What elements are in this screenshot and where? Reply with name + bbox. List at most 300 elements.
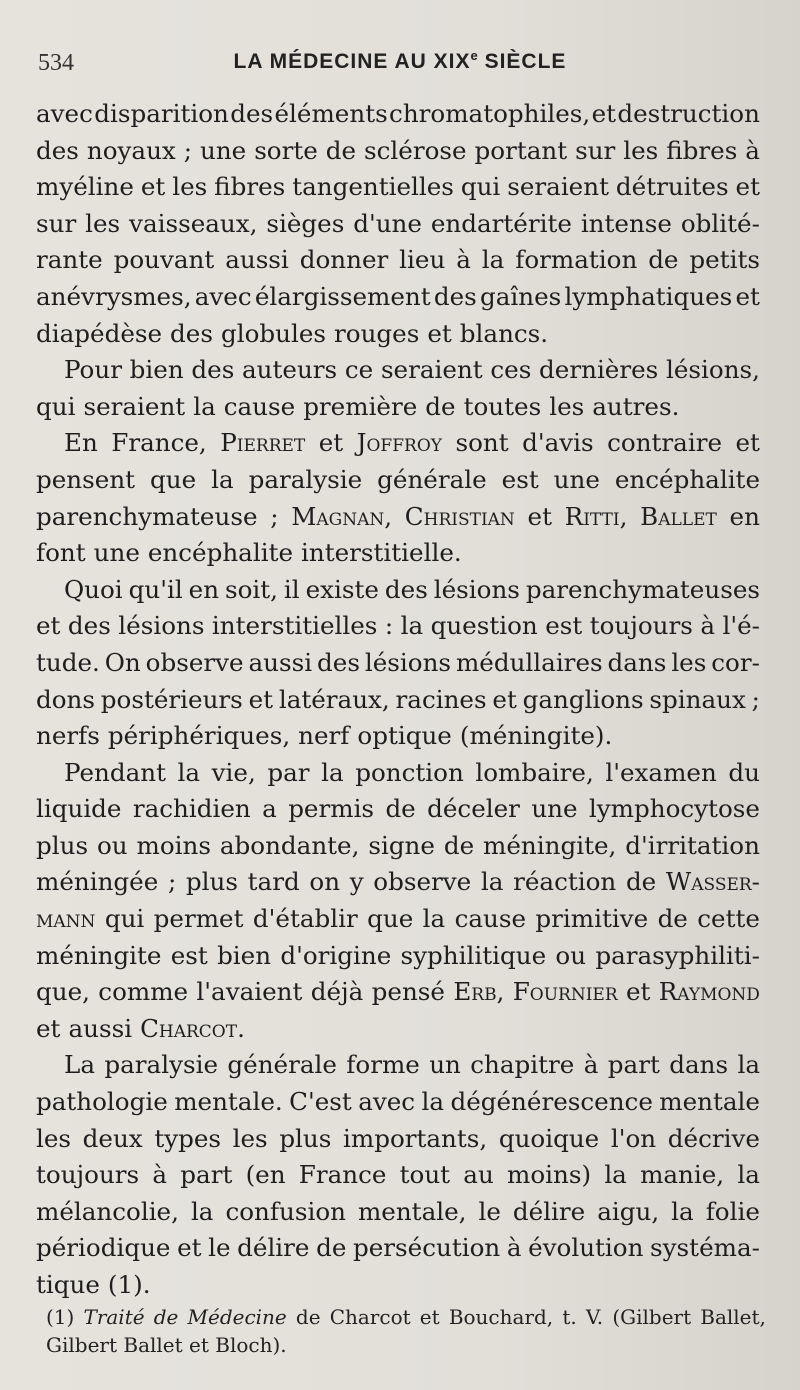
word: sclérose [364,135,467,165]
word: importants, [343,1123,488,1153]
word: générale [377,464,487,494]
word: tude. [36,647,100,677]
word: forme [346,1050,420,1080]
word: ; [270,501,279,531]
word: éléments [274,99,388,128]
word: une [93,538,140,568]
word: à [152,1160,168,1190]
word: est [501,464,539,494]
text-line [36,316,760,353]
word: la [321,757,344,787]
word: Magnan, [291,501,393,531]
word: avec [194,281,252,311]
word: l'on [610,1123,657,1153]
text-line [36,389,760,426]
word: des [36,135,79,165]
word: optique [357,721,452,751]
word: y [349,867,364,897]
word: Charcot. [140,1013,245,1043]
word: la [190,1196,214,1226]
word: méningite [36,940,162,970]
page-number: 534 [38,50,74,76]
word: de [657,904,688,934]
word: (méningite). [459,721,613,751]
text-line [36,1230,760,1267]
word: et [735,281,760,311]
word: et [625,977,651,1007]
word: Erb, [453,977,505,1007]
word: tout [399,1160,451,1190]
word: ; [751,684,760,714]
text-line [36,791,760,828]
word: d'origine [280,940,392,970]
word: cause [223,391,296,421]
word: qu'il [128,574,183,604]
running-head [0,48,800,74]
word: aigu, [597,1196,660,1226]
word: ces [490,355,532,385]
word: à [456,245,471,275]
word: des [170,318,213,348]
word: de [385,794,416,824]
word: ou [96,830,128,860]
word: et [140,172,166,202]
word: et [36,611,61,641]
word: endartérite [430,208,572,238]
word: la [737,1050,760,1080]
word: des [67,611,111,641]
word: fibres [666,135,738,165]
text-line [36,828,760,865]
word: sièges [266,208,345,238]
word: Quoi [64,574,123,604]
word: Pour [64,355,122,385]
text-line [36,755,760,792]
word: mann [36,904,96,934]
word: Gilbert [46,1333,124,1357]
word: portant [474,135,568,165]
text-line [36,718,760,755]
word: encéphalite [614,464,760,494]
word: déceler [427,794,520,824]
word: l'avaient [196,977,303,1007]
word: (en [245,1160,286,1190]
word: les [172,172,208,202]
word: Ballet [123,1333,190,1357]
word: de [316,1233,347,1263]
word: mentale. [174,1087,283,1117]
word: deux [82,1123,143,1153]
word: un [429,1050,461,1080]
word: mentale [659,1087,760,1117]
word: et [591,99,617,128]
word: toujours [36,1160,140,1190]
word: périphériques, [107,721,291,751]
word: délire [512,1196,586,1226]
word: syphilitique [400,940,547,970]
word: d'avis [522,428,594,458]
word: et [492,684,517,714]
running-head-superscript: e [470,48,478,63]
word: qui [104,904,145,934]
word: détruites [615,172,729,202]
word: est [170,940,208,970]
text-line [36,499,760,536]
word: que [367,904,414,934]
word: plus [185,867,238,897]
word: manie, [640,1160,725,1190]
word: aussi [225,245,289,275]
word: autres. [592,391,680,421]
word: part [607,1050,660,1080]
word: il [283,574,300,604]
word: des [384,574,428,604]
word: Raymond [658,977,760,1007]
word: toujours [589,611,693,641]
text-line [36,1011,760,1048]
word: une [200,135,247,165]
word: et [248,684,274,714]
word: comme [98,977,189,1007]
word: et [318,428,344,458]
word: cette [697,904,760,934]
word: évolution [528,1233,644,1263]
word: vaisseaux, [129,208,258,238]
word: délire [237,1233,310,1263]
word: font [36,538,86,568]
text-line [36,901,760,938]
text-line [36,938,760,975]
text-line [36,1194,760,1231]
word: liquide [36,794,122,824]
word: blancs. [459,318,549,348]
word: les [623,135,659,165]
word: (1). [107,1270,151,1299]
word: et [177,1233,202,1263]
word: d'irritation [625,830,760,860]
word: avec [36,99,93,128]
word: globules [220,318,327,348]
word: Charcot [329,1305,411,1329]
word: paralysie [248,464,363,494]
word: parenchymateuses [525,574,760,604]
word: au [463,1160,494,1190]
word: oblité- [680,208,760,238]
word: nerf [298,721,350,751]
word: une [553,464,600,494]
word: formation [515,245,638,275]
word: France, [111,428,207,458]
word: la [421,1087,445,1117]
word: et [189,1333,216,1357]
word: bien [217,940,272,970]
word: qui [36,391,76,421]
word: existe [305,574,379,604]
word: et [427,318,452,348]
word: lombaire, [475,757,594,787]
word: avec [358,1087,416,1117]
word: de [443,830,475,860]
word: encéphalite [147,538,294,568]
word: ou [555,940,587,970]
text-line [36,133,760,170]
word: périodique [36,1233,171,1263]
text-line [36,352,760,389]
word: pensent [36,464,136,494]
word: du [728,757,760,787]
word: types [154,1123,222,1153]
word: permet [153,904,244,934]
word: la [604,1160,627,1190]
word: question [430,611,538,641]
word: nerfs [36,721,100,751]
word: la [177,757,201,787]
word: part [180,1160,233,1190]
word: que, [36,977,90,1007]
text-line [36,645,760,682]
word: Médecine [187,1305,287,1329]
running-head-main: LA MÉDECINE AU XIX [233,50,471,73]
word: seraient [83,391,186,421]
word: gaînes [479,281,562,311]
word: des [433,281,477,311]
word: pathologie [36,1087,168,1117]
word: moins) [507,1160,592,1190]
word: lésions, [666,355,760,385]
word: Traité [83,1305,145,1329]
word: spinaux [649,684,746,714]
word: systéma- [650,1233,760,1263]
word: première [303,391,418,421]
word: l'examen [605,757,717,787]
word: d'une [353,208,422,238]
word: sur [575,135,616,165]
word: la [671,1196,694,1226]
running-head-end: SIÈCLE [477,50,567,73]
word: Pierret [220,428,306,458]
word: diapédèse [36,318,163,348]
text-line [36,96,760,133]
word: sur [36,208,77,238]
word: tique [36,1270,100,1299]
word: la [422,904,446,934]
word: ; [183,135,193,165]
word: que [150,464,197,494]
word: Joffroy [356,428,442,458]
word: On [104,647,141,677]
word: et [527,501,552,531]
word: France [298,1160,387,1190]
word: bien [129,355,184,385]
word: postérieurs [100,684,243,714]
word: les [36,1123,72,1153]
text-line [36,242,760,279]
word: chromatophiles, [389,99,591,128]
word: dans [669,1050,729,1080]
word: interstitielles [211,611,378,641]
word: des [317,647,360,677]
word: V. [585,1305,604,1329]
word: anévrysmes, [36,281,192,311]
word: dernières [539,355,659,385]
word: lymphocytose [588,794,760,824]
word: et [419,1305,440,1329]
word: les [85,208,121,238]
footnote-line [46,1303,766,1331]
page-header [0,44,800,84]
word: lésions [118,611,205,641]
word: vie, [211,757,256,787]
text-line [36,974,760,1011]
word: la [480,867,504,897]
word: Christian [404,501,515,531]
word: lymphatiques [564,281,733,311]
word: petits [689,245,760,275]
word: le [478,1196,501,1226]
word: parasyphiliti- [595,940,760,970]
word: persécution [352,1233,501,1263]
word: la [481,245,505,275]
word: qui [460,172,501,202]
text-line [36,1121,760,1158]
word: et [735,428,760,458]
text-line [36,864,760,901]
word: à [583,1050,599,1080]
word: dégénérescence [450,1087,653,1117]
text-line [36,425,760,462]
word: des [191,355,235,385]
word: Fournier [512,977,618,1007]
word: plus [279,1123,332,1153]
word: dons [36,684,96,714]
word: chapitre [470,1050,575,1080]
word: (1) [46,1305,75,1329]
word: lieu [399,245,446,275]
text-line [36,1047,760,1084]
word: la [737,1160,760,1190]
word: aussi [248,647,313,677]
word: sorte [254,135,318,165]
word: fibres [214,172,286,202]
word: destruction [617,99,760,128]
word: Bouchard, [448,1305,554,1329]
word: ganglions [522,684,644,714]
word: médullaires [455,647,603,677]
word: lésions [433,574,520,604]
word: à [745,135,760,165]
body-text [36,96,760,1304]
word: confusion [225,1196,346,1226]
footnote-line [46,1331,766,1359]
word: tard [247,867,300,897]
word: méningite, [483,830,617,860]
word: de [153,1305,179,1329]
word: l'é- [722,611,760,641]
word: a [262,794,277,824]
word: rouges [334,318,420,348]
word: les [232,1123,268,1153]
word: la [211,464,234,494]
word: cor- [711,647,760,677]
text-line [36,682,760,719]
word: interstitielle. [301,538,462,568]
text-line [36,1267,760,1304]
word: seraient [507,172,609,202]
word: déjà [310,977,364,1007]
word: Ballet, [700,1305,766,1329]
word: auteurs [242,355,338,385]
word: tangentielles [292,172,454,202]
word: cause [454,904,527,934]
word: décrive [667,1123,760,1153]
word: des [230,99,274,128]
word: ponction [355,757,464,787]
word: à [700,611,716,641]
word: Pendant [64,757,166,787]
word: disparition [94,99,229,128]
word: sont [455,428,509,458]
text-line [36,608,760,645]
word: est [545,611,583,641]
word: seraient [380,355,483,385]
word: intense [580,208,672,238]
word: Bloch). [215,1333,287,1357]
word: parenchymateuse [36,501,258,531]
word: Ritti, [564,501,628,531]
word: et [735,172,760,202]
word: de [425,391,456,421]
word: Ballet [640,501,717,531]
word: et [36,1013,61,1043]
word: contraire [607,428,723,458]
word: générale [227,1050,337,1080]
word: mentale, [357,1196,467,1226]
word: (Gilbert [612,1305,692,1329]
word: en [188,574,220,604]
word: observe [373,867,472,897]
word: aussi [68,1013,133,1043]
word: quoique [498,1123,600,1153]
word: noyaux [86,135,176,165]
text-line [36,462,760,499]
word: t. [562,1305,577,1329]
word: paralysie [104,1050,219,1080]
text-line [36,1084,760,1121]
word: myéline [36,172,134,202]
word: méningée [36,867,159,897]
word: signe [368,830,435,860]
word: élargissement [254,281,431,311]
word: la [193,391,216,421]
word: primitive [535,904,649,934]
word: C'est [289,1087,352,1117]
word: permis [288,794,375,824]
word: Wasser- [665,867,760,897]
word: dans [607,647,667,677]
word: on [309,867,341,897]
word: rachidien [132,794,251,824]
word: folie [705,1196,760,1226]
word: : [384,611,394,641]
word: de [625,867,657,897]
word: ; [167,867,177,897]
word: La [64,1050,95,1080]
text-line [36,572,760,609]
text-line [36,206,760,243]
text-line [36,535,760,572]
word: de [295,1305,321,1329]
word: à [506,1233,522,1263]
